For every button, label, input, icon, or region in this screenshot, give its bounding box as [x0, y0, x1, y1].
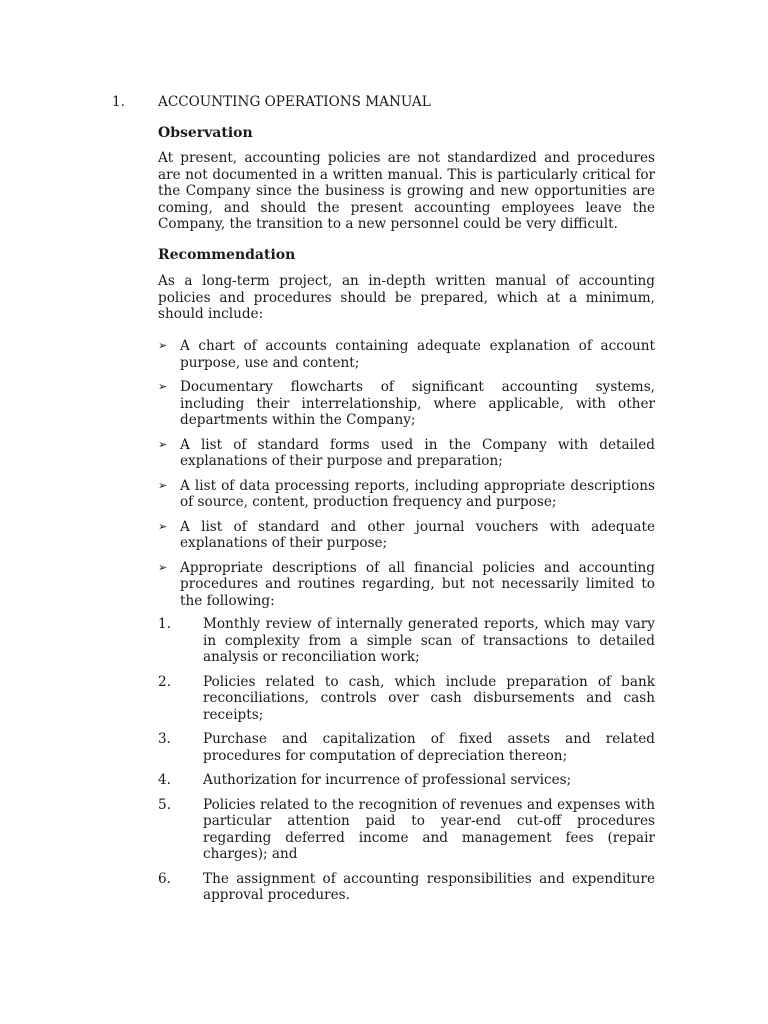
- recommendation-intro: As a long-term project, an in-depth written manual of accounting policies and procedures should be prepared, which at a minimum, should include:: [158, 273, 655, 322]
- bullet-text: Documentary flowcharts of significant accounting systems, including their interrelationship, where applicable, with other departments within the Company;: [180, 379, 655, 428]
- list-item: [158, 478, 655, 511]
- list-number: 2.: [158, 673, 171, 690]
- arrow-bullet-icon: ➢: [158, 478, 168, 492]
- numbered-text: Policies related to the recognition of revenues and expenses with particular attention paid to year-end cut-off procedures regarding deferred income and management fees (repair charges); and: [203, 796, 655, 862]
- list-item: [158, 797, 655, 863]
- list-item: [158, 379, 655, 429]
- bullet-text: Appropriate descriptions of all financial policies and accounting procedures and routines regarding, but not necessarily limited to the following:: [180, 559, 655, 609]
- recommendation-heading: Recommendation: [158, 247, 296, 263]
- bullet-text: A list of standard forms used in the Company with detailed explanations of their purpose and preparation;: [180, 436, 655, 469]
- list-item: [158, 871, 655, 904]
- section-number: 1.: [112, 94, 125, 110]
- list-item: [158, 519, 655, 552]
- recommendation-numbered-list: [158, 616, 655, 904]
- list-item: [158, 437, 655, 470]
- list-number: 3.: [158, 731, 171, 747]
- arrow-bullet-icon: ➢: [158, 437, 168, 451]
- observation-paragraph: At present, accounting policies are not standardized and procedures are not documented in a written manual. This is particularly critical for the Company since the business is growing and new opportunities are coming, and should the present accounting employees leave the Company, the transition to a new personnel could be very difficult.: [158, 150, 655, 232]
- list-number: 6.: [158, 870, 171, 887]
- arrow-bullet-icon: ➢: [158, 560, 168, 574]
- bullet-text: A list of data processing reports, including appropriate descriptions of source, content, production frequency and purpose;: [180, 477, 655, 510]
- arrow-bullet-icon: ➢: [158, 519, 168, 533]
- recommendation-bullet-list: [158, 338, 655, 609]
- bullet-text: A list of standard and other journal vouchers with adequate explanations of their purpose;: [180, 518, 655, 551]
- numbered-text: Purchase and capitalization of fixed assets and related procedures for computation of depreciation thereon;: [203, 731, 655, 764]
- section-title: ACCOUNTING OPERATIONS MANUAL: [158, 94, 431, 110]
- observation-heading: Observation: [158, 125, 253, 141]
- list-number: 1.: [158, 616, 171, 632]
- numbered-text: Monthly review of internally generated reports, which may vary in complexity from a simple scan of transactions to detailed analysis or reconciliation work;: [203, 616, 655, 665]
- arrow-bullet-icon: ➢: [158, 380, 168, 393]
- list-number: 5.: [158, 796, 171, 813]
- list-item: [158, 772, 655, 789]
- bullet-text: A chart of accounts containing adequate explanation of account purpose, use and content;: [180, 338, 655, 371]
- numbered-text: The assignment of accounting responsibilities and expenditure approval procedures.: [203, 870, 655, 903]
- numbered-text: Policies related to cash, which include preparation of bank reconciliations, controls over cash disbursements and cash receipts;: [203, 673, 655, 723]
- numbered-text: Authorization for incurrence of professional services;: [203, 772, 572, 788]
- list-number: 4.: [158, 772, 171, 788]
- list-item: [158, 338, 655, 371]
- arrow-bullet-icon: ➢: [158, 339, 168, 352]
- list-item: [158, 616, 655, 666]
- list-item: [158, 731, 655, 764]
- list-item: [158, 560, 655, 610]
- list-item: [158, 674, 655, 724]
